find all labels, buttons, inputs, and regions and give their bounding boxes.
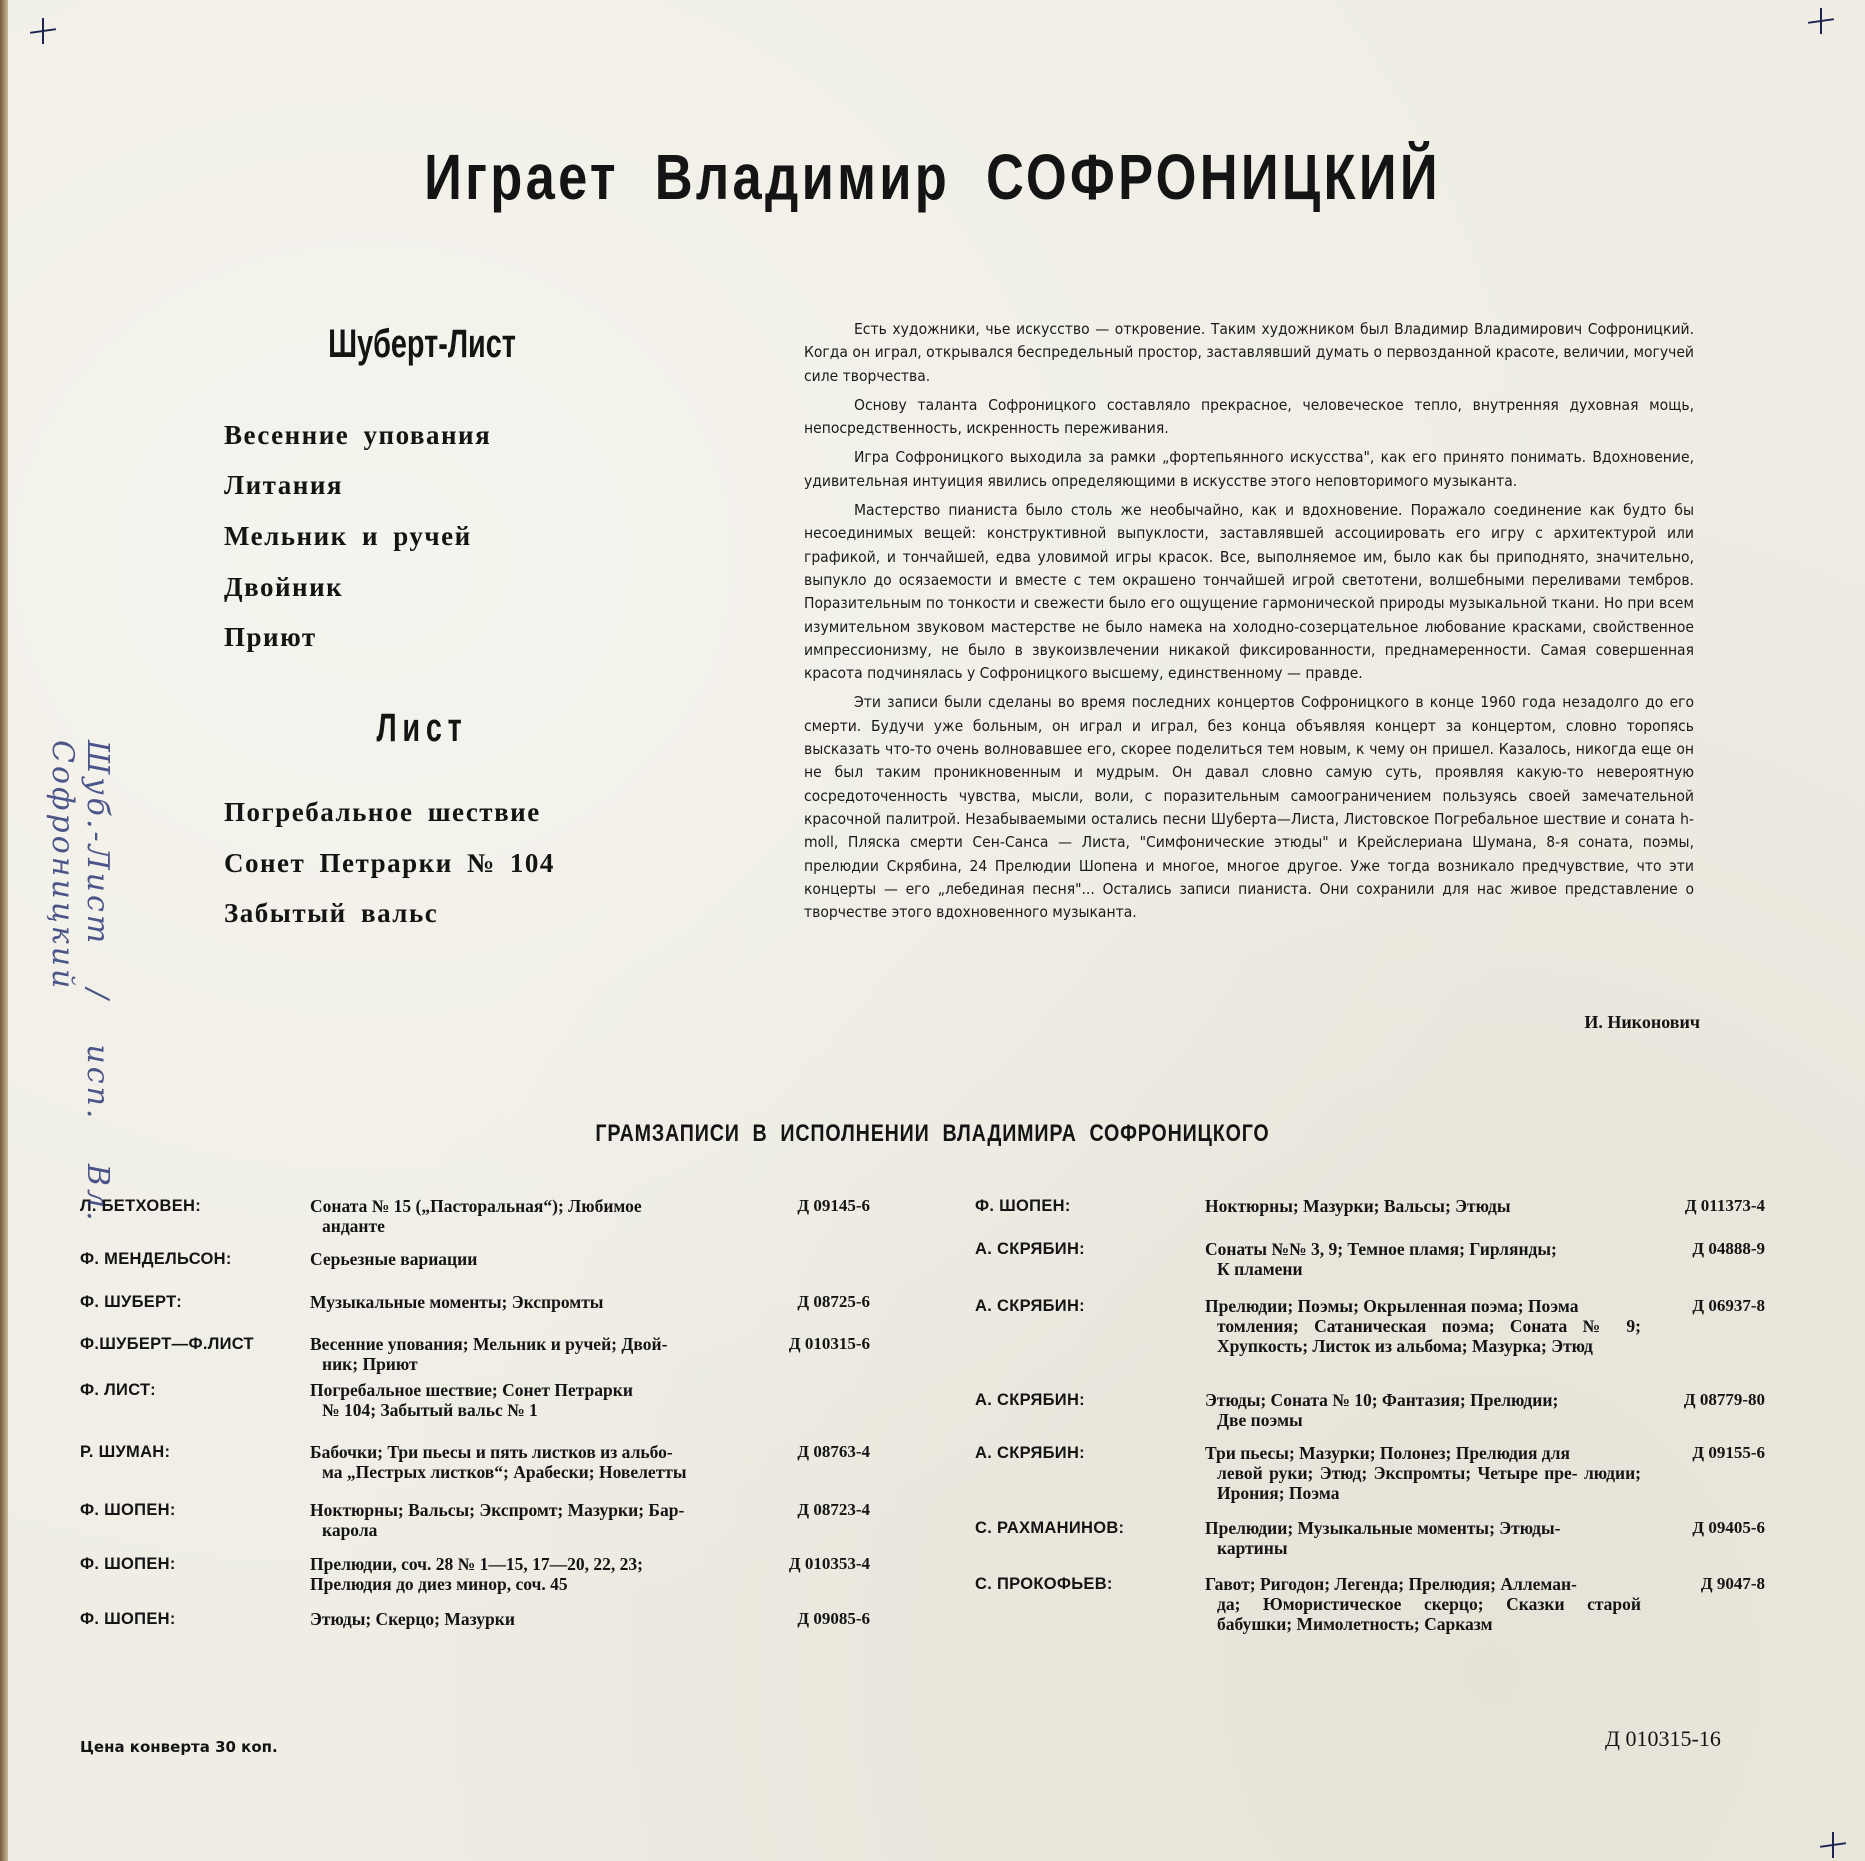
works-line-1: Три пьесы; Мазурки; Полонез; Прелюдия для xyxy=(1205,1443,1570,1463)
recording-row xyxy=(80,1334,900,1374)
track-item: Мельник и ручей xyxy=(224,521,472,551)
works-line-1: Весенние упования; Мельник и ручей; Двой- xyxy=(310,1334,668,1354)
works-line-1: Погребальное шествие; Сонет Петрарки xyxy=(310,1380,633,1400)
works-line-2: К пламени xyxy=(1217,1259,1303,1279)
essay-author: И. Никонович xyxy=(1584,1012,1700,1032)
recording-composer: А. СКРЯБИН: xyxy=(975,1240,1085,1258)
section-heading-liszt: Лист xyxy=(376,706,468,750)
recording-row xyxy=(975,1239,1795,1279)
section-heading-schubert-liszt: Шуберт-Лист xyxy=(328,322,516,366)
recording-catalog-number: Д 06937-8 xyxy=(1692,1296,1765,1315)
works-line-1: Прелюдии; Музыкальные моменты; Этюды- xyxy=(1205,1518,1561,1538)
recording-catalog-number: Д 08723-4 xyxy=(797,1500,870,1519)
recording-row xyxy=(80,1500,900,1540)
recording-composer: А. СКРЯБИН: xyxy=(975,1297,1085,1315)
recordings-heading: ГРАМЗАПИСИ В ИСПОЛНЕНИИ ВЛАДИМИРА СОФРОНИЦКОГО xyxy=(595,1120,1270,1147)
works-line-2: № 104; Забытый вальс № 1 xyxy=(322,1400,538,1420)
recording-works xyxy=(1205,1296,1655,1356)
recording-catalog-number: Д 09145-6 xyxy=(797,1196,870,1215)
recording-row xyxy=(975,1390,1795,1430)
works-line-1: Прелюдии, соч. 28 № 1—15, 17—20, 22, 23; xyxy=(310,1554,643,1574)
sleeve-price: Цена конверта 30 коп. xyxy=(80,1738,278,1756)
recording-composer: Ф.ШУБЕРТ—Ф.ЛИСТ xyxy=(80,1335,254,1353)
essay-paragraph: Игра Софроницкого выходила за рамки „фортепьянного искусства", как его принято понимать. Вдохновение, удивительная интуиция явились определяющими в искусстве этого неповторимого музыканта. xyxy=(804,448,1694,490)
recording-works xyxy=(310,1196,760,1236)
recording-works xyxy=(310,1292,760,1312)
recording-row xyxy=(975,1574,1795,1634)
works-line-2: ма „Пестрых листков“; Арабески; Новелетты xyxy=(322,1462,687,1482)
recording-row xyxy=(80,1442,900,1482)
recording-composer: Ф. ШУБЕРТ: xyxy=(80,1293,183,1311)
recording-catalog-number: Д 010315-6 xyxy=(788,1334,870,1353)
recording-catalog-number: Д 09085-6 xyxy=(797,1609,870,1628)
recording-catalog-number: Д 08725-6 xyxy=(797,1292,870,1311)
recording-catalog-number: Д 9047-8 xyxy=(1700,1574,1765,1593)
works-line-1: Музыкальные моменты; Экспромты xyxy=(310,1292,604,1312)
track-item: Погребальное шествие xyxy=(224,797,541,827)
track-item: Сонет Петрарки № 104 xyxy=(224,848,555,878)
track-item: Забытый вальс xyxy=(224,898,439,928)
registration-mark-icon xyxy=(1820,1832,1846,1858)
recording-works xyxy=(1205,1390,1655,1430)
recording-composer: Р. ШУМАН: xyxy=(80,1443,171,1461)
recording-works xyxy=(310,1249,760,1269)
recording-composer: Ф. ЛИСТ: xyxy=(80,1381,156,1399)
works-line-1: Сонаты №№ 3, 9; Темное пламя; Гирлянды; xyxy=(1205,1239,1557,1259)
recording-works xyxy=(310,1380,760,1420)
recording-composer: Л. БЕТХОВЕН: xyxy=(80,1197,202,1215)
recording-composer: Ф. ШОПЕН: xyxy=(80,1555,176,1573)
recording-composer: Ф. ШОПЕН: xyxy=(80,1501,176,1519)
recording-composer: А. СКРЯБИН: xyxy=(975,1444,1085,1462)
recording-catalog-number: Д 08779-80 xyxy=(1683,1390,1765,1409)
works-line-2: анданте xyxy=(322,1216,385,1236)
works-line-2: ник; Приют xyxy=(322,1354,418,1374)
recording-composer: С. РАХМАНИНОВ: xyxy=(975,1519,1125,1537)
recording-works xyxy=(310,1442,760,1482)
recording-row xyxy=(80,1196,900,1236)
works-line-1: Ноктюрны; Вальсы; Экспромт; Мазурки; Бар- xyxy=(310,1500,685,1520)
recording-row xyxy=(80,1609,900,1629)
registration-mark-icon xyxy=(1808,8,1834,34)
recording-composer: Ф. ШОПЕН: xyxy=(80,1610,176,1628)
works-line-2: томления; Сатаническая поэма; Соната № 9; Хрупкость; Листок из альбома; Мазурка; Этюд xyxy=(1217,1316,1641,1356)
essay-paragraph: Есть художники, чье искусство — откровение. Таким художником был Владимир Владимирович Софроницкий. Когда он играл, открывался беспредельный простор, заставлявший думать о первозданной красоте, величии, могучей силе творчества. xyxy=(804,320,1694,385)
recording-row xyxy=(80,1554,900,1594)
works-line-1: Ноктюрны; Мазурки; Вальсы; Этюды xyxy=(1205,1196,1511,1216)
recording-works xyxy=(310,1609,760,1629)
recording-works xyxy=(1205,1196,1655,1216)
works-line-2: картины xyxy=(1217,1538,1288,1558)
recording-catalog-number: Д 010353-4 xyxy=(788,1554,870,1573)
works-line-1: Серьезные вариации xyxy=(310,1249,478,1269)
track-item: Приют xyxy=(224,622,317,652)
recording-works xyxy=(310,1500,760,1540)
registration-mark-icon xyxy=(30,18,56,44)
recording-works xyxy=(310,1554,760,1594)
handwritten-note: Шуб.-Лист / исп. Вл. Софроницкий xyxy=(45,740,115,1224)
recording-catalog-number: Д 09405-6 xyxy=(1692,1518,1765,1537)
works-line-1: Бабочки; Три пьесы и пять листков из альбо- xyxy=(310,1442,673,1462)
recording-works xyxy=(1205,1518,1655,1558)
recording-works xyxy=(1205,1239,1655,1279)
recording-catalog-number: Д 08763-4 xyxy=(797,1442,870,1461)
track-item: Литания xyxy=(224,470,343,500)
catalog-number: Д 010315-16 xyxy=(1605,1726,1721,1751)
liner-notes xyxy=(804,318,1694,930)
recording-works xyxy=(1205,1574,1655,1634)
works-line-2: Две поэмы xyxy=(1217,1410,1303,1430)
recording-composer: С. ПРОКОФЬЕВ: xyxy=(975,1575,1113,1593)
recording-row xyxy=(975,1296,1795,1356)
works-line-2: левой руки; Этюд; Экспромты; Четыре пре- людии; Ирония; Поэма xyxy=(1217,1463,1641,1503)
album-title: Играет Владимир СОФРОНИЦКИЙ xyxy=(424,141,1441,213)
recording-row xyxy=(975,1518,1795,1558)
recording-row xyxy=(975,1196,1795,1216)
recording-row xyxy=(975,1443,1795,1503)
works-line-2: да; Юмористическое скерцо; Сказки старой бабушки; Мимолетность; Сарказм xyxy=(1217,1594,1641,1634)
works-line-1: Этюды; Соната № 10; Фантазия; Прелюдии; xyxy=(1205,1390,1559,1410)
recording-catalog-number: Д 09155-6 xyxy=(1692,1443,1765,1462)
works-line-1: Соната № 15 („Пасторальная“); Любимое xyxy=(310,1196,642,1216)
works-line-1: Гавот; Ригодон; Легенда; Прелюдия; Аллеман- xyxy=(1205,1574,1577,1594)
essay-paragraph: Основу таланта Софроницкого составляло прекрасное, человеческое тепло, внутренняя духовная мощь, непосредственность, искренность переживания. xyxy=(804,395,1694,438)
recording-catalog-number: Д 04888-9 xyxy=(1692,1239,1765,1258)
works-line-2: Прелюдия до диез минор, соч. 45 xyxy=(310,1574,568,1594)
recording-composer: А. СКРЯБИН: xyxy=(975,1391,1085,1409)
recording-composer: Ф. ШОПЕН: xyxy=(975,1197,1071,1215)
sleeve-edge xyxy=(0,0,8,1861)
recording-catalog-number xyxy=(760,1249,870,1269)
recording-catalog-number xyxy=(760,1380,870,1420)
recording-row xyxy=(80,1292,900,1312)
essay-paragraph: Мастерство пианиста было столь же необычайно, как и вдохновение. Поражало соединение как будто бы несоединимых вещей: конструктивной выпуклости, заставлявшей ассоциировать его игру с архитектурой или графикой, и тончайшей, едва уловимой игры красок. Все, выполняемое им, было как бы приподнято, значительно, выпукло до осязаемости и вместе с тем окрашено тончайшей игрой светотени, волшебными переливами тембров. Поразительным по тонкости и свежести было его ощущение гармонической природы музыкальной ткани. Но при всем изумительном звуковом мастерстве не было намека на холодно-созерцательное любование красками, свойственное импрессионизму, не было в звукоизвлечении никакой фиксированности, преднамеренности. Самая совершенная красота подчинялась у Софроницкого высшему, единственному — правде. xyxy=(804,501,1694,683)
recording-works xyxy=(1205,1443,1655,1503)
essay-paragraph: Эти записи были сделаны во время последних концертов Софроницкого в конце 1960 года незадолго до его смерти. Будучи уже больным, он играл и играл, без конца объявляя концерт за концертом, словно торопясь высказать что-то очень волновавшее его, скорее поделиться тем новым, к чему он пришел. Казалось, никогда еще он не был таким проникновенным и мудрым. Он давал словно самую суть, проявляя какую-то невероятную сосредоточенность чувства, мысли, воли, с поразительным самоограничением пользуясь своей замечательной красочной палитрой. Незабываемыми остались песни Шуберта—Листа, Листовское Погребальное шествие и соната h-moll, Пляска смерти Сен-Санса — Листа, "Симфонические этюды" и Крейслериана Шумана, 8-я соната, поэмы, прелюдии Скрябина, 24 Прелюдии Шопена и многое, многое другое. Уже тогда возникало предчувствие, что эти концерты — его „лебединая песня"... Остались записи пианиста. Они сохранили для нас живое представление о творчестве этого вдохновенного музыканта. xyxy=(804,693,1694,922)
recording-row xyxy=(80,1380,900,1420)
works-line-1: Прелюдии; Поэмы; Окрыленная поэма; Поэма xyxy=(1205,1296,1579,1316)
recording-row xyxy=(80,1249,900,1269)
works-line-2: карола xyxy=(322,1520,378,1540)
recording-works xyxy=(310,1334,760,1374)
track-item: Двойник xyxy=(224,572,344,602)
recording-catalog-number: Д 011373-4 xyxy=(1684,1196,1765,1215)
track-item: Весенние упования xyxy=(224,420,492,450)
works-line-1: Этюды; Скерцо; Мазурки xyxy=(310,1609,515,1629)
recording-composer: Ф. МЕНДЕЛЬСОН: xyxy=(80,1250,232,1268)
